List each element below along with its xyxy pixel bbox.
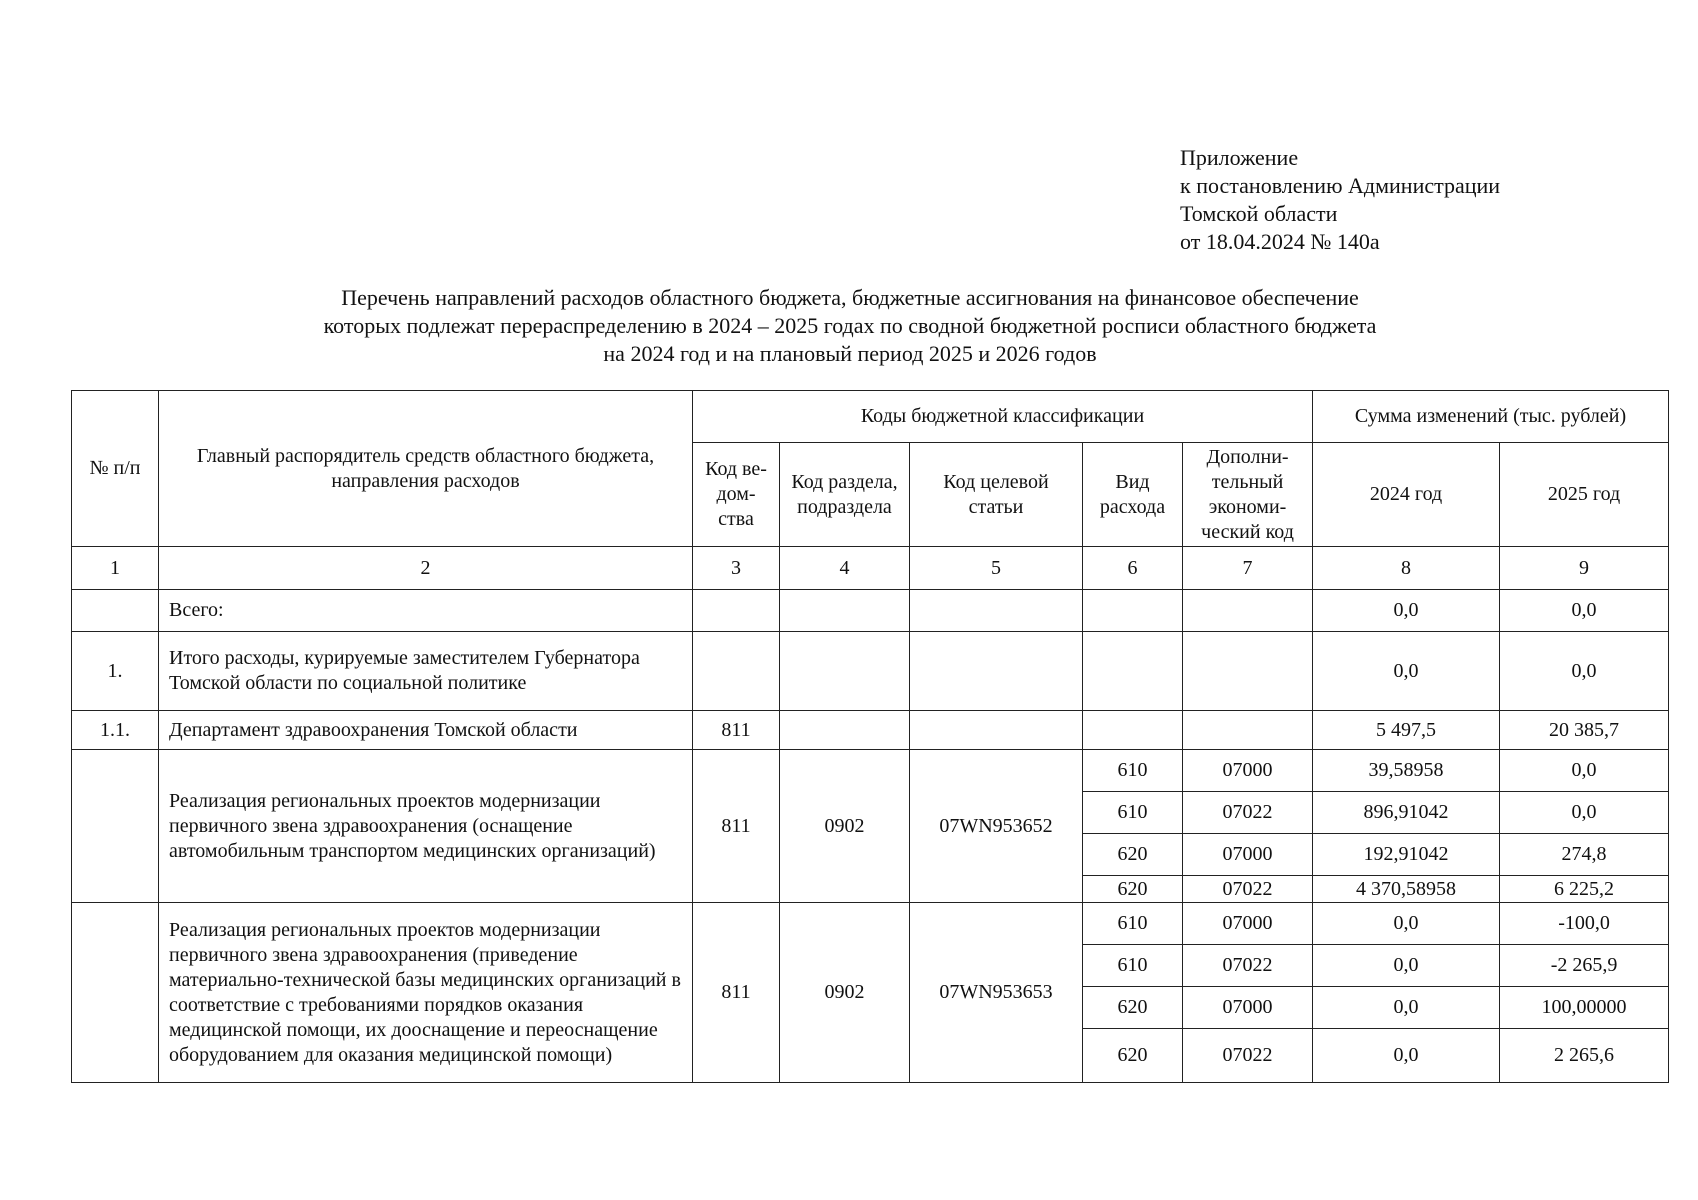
column-number: 3 [693, 547, 780, 590]
value-2025: 0,0 [1500, 792, 1669, 834]
value-2024: 0,0 [1313, 945, 1500, 987]
expense-type: 610 [1083, 903, 1183, 945]
econ-code: 07000 [1183, 750, 1313, 792]
econ-code: 07000 [1183, 834, 1313, 876]
department-row [72, 711, 1669, 750]
group-label: Реализация региональных проектов модернизации первичного звена здравоохранения (оснащение автомобильным транспортом медицинских организаций) [159, 750, 693, 903]
header-year-2025: 2025 год [1500, 443, 1669, 547]
column-number-row [72, 547, 1669, 590]
value-2025: -2 265,9 [1500, 945, 1669, 987]
table-row [72, 903, 1669, 945]
econ-code: 07000 [1183, 903, 1313, 945]
column-number: 7 [1183, 547, 1313, 590]
table-row [72, 750, 1669, 792]
budget-table [71, 390, 1669, 1083]
column-number: 1 [72, 547, 159, 590]
total-row [72, 590, 1669, 632]
value-2025: 6 225,2 [1500, 876, 1669, 903]
column-number: 4 [780, 547, 910, 590]
group-target-code: 07WN953652 [910, 750, 1083, 903]
expense-type: 620 [1083, 834, 1183, 876]
value-2025: -100,0 [1500, 903, 1669, 945]
econ-code: 07022 [1183, 1029, 1313, 1083]
department-code: 811 [693, 711, 780, 750]
header-section-code: Код раздела, подраздела [780, 443, 910, 547]
econ-code: 07000 [1183, 987, 1313, 1029]
group-label: Реализация региональных проектов модернизации первичного звена здравоохранения (приведение материально-технической базы медицинских организаций в соответствие с требованиями порядков оказания медицинской помощи, их дооснащение и переоснащение оборудованием для оказания медицинской помощи) [159, 903, 693, 1083]
value-2025: 100,00000 [1500, 987, 1669, 1029]
group-dept-code: 811 [693, 903, 780, 1083]
attachment-line: к постановлению Администрации [1180, 173, 1501, 198]
value-2025: 0,0 [1500, 750, 1669, 792]
value-2024: 0,0 [1313, 903, 1500, 945]
section-2024: 0,0 [1313, 632, 1500, 711]
group-dept-code: 811 [693, 750, 780, 903]
attachment-header [1180, 144, 1500, 256]
section-label: Итого расходы, курируемые заместителем Губернатора Томской области по социальной политике [159, 632, 693, 711]
section-2025: 0,0 [1500, 632, 1669, 711]
department-num: 1.1. [72, 711, 159, 750]
expense-type: 620 [1083, 876, 1183, 903]
expense-type: 610 [1083, 750, 1183, 792]
section-num: 1. [72, 632, 159, 711]
value-2025: 2 265,6 [1500, 1029, 1669, 1083]
value-2024: 0,0 [1313, 987, 1500, 1029]
document-title [150, 284, 1550, 368]
total-2025: 0,0 [1500, 590, 1669, 632]
header-codes-group: Коды бюджетной классификации [693, 391, 1313, 443]
value-2024: 896,91042 [1313, 792, 1500, 834]
header-year-2024: 2024 год [1313, 443, 1500, 547]
header-expense-type: Вид расхода [1083, 443, 1183, 547]
header-main-manager: Главный распорядитель средств областного бюджета, направления расходов [159, 391, 693, 547]
section-row [72, 632, 1669, 711]
expense-type: 620 [1083, 1029, 1183, 1083]
value-2025: 274,8 [1500, 834, 1669, 876]
group-section-code: 0902 [780, 750, 910, 903]
header-sum-group: Сумма изменений (тыс. рублей) [1313, 391, 1669, 443]
group-section-code: 0902 [780, 903, 910, 1083]
expense-type: 620 [1083, 987, 1183, 1029]
expense-type: 610 [1083, 792, 1183, 834]
column-number: 9 [1500, 547, 1669, 590]
column-number: 5 [910, 547, 1083, 590]
department-label: Департамент здравоохранения Томской области [159, 711, 693, 750]
attachment-line: Приложение [1180, 145, 1299, 170]
econ-code: 07022 [1183, 792, 1313, 834]
title-line: на 2024 год и на плановый период 2025 и 2026 годов [603, 341, 1097, 366]
column-number: 2 [159, 547, 693, 590]
title-line: которых подлежат перераспределению в 2024 – 2025 годах по сводной бюджетной росписи областного бюджета [323, 313, 1377, 338]
value-2024: 0,0 [1313, 1029, 1500, 1083]
value-2024: 192,91042 [1313, 834, 1500, 876]
value-2024: 4 370,58958 [1313, 876, 1500, 903]
econ-code: 07022 [1183, 945, 1313, 987]
department-2025: 20 385,7 [1500, 711, 1669, 750]
department-2024: 5 497,5 [1313, 711, 1500, 750]
column-number: 6 [1083, 547, 1183, 590]
group-target-code: 07WN953653 [910, 903, 1083, 1083]
attachment-line: Томской области [1180, 201, 1338, 226]
total-2024: 0,0 [1313, 590, 1500, 632]
value-2024: 39,58958 [1313, 750, 1500, 792]
attachment-line: от 18.04.2024 № 140а [1180, 229, 1380, 254]
column-number: 8 [1313, 547, 1500, 590]
econ-code: 07022 [1183, 876, 1313, 903]
total-label: Всего: [159, 590, 693, 632]
header-num: № п/п [72, 391, 159, 547]
expense-type: 610 [1083, 945, 1183, 987]
title-line: Перечень направлений расходов областного бюджета, бюджетные ассигнования на финансовое обеспечение [341, 285, 1359, 310]
header-econ-code: Дополни-тельный экономи-ческий код [1183, 443, 1313, 547]
header-dept-code: Код ве-дом-ства [693, 443, 780, 547]
header-target-code: Код целевой статьи [910, 443, 1083, 547]
